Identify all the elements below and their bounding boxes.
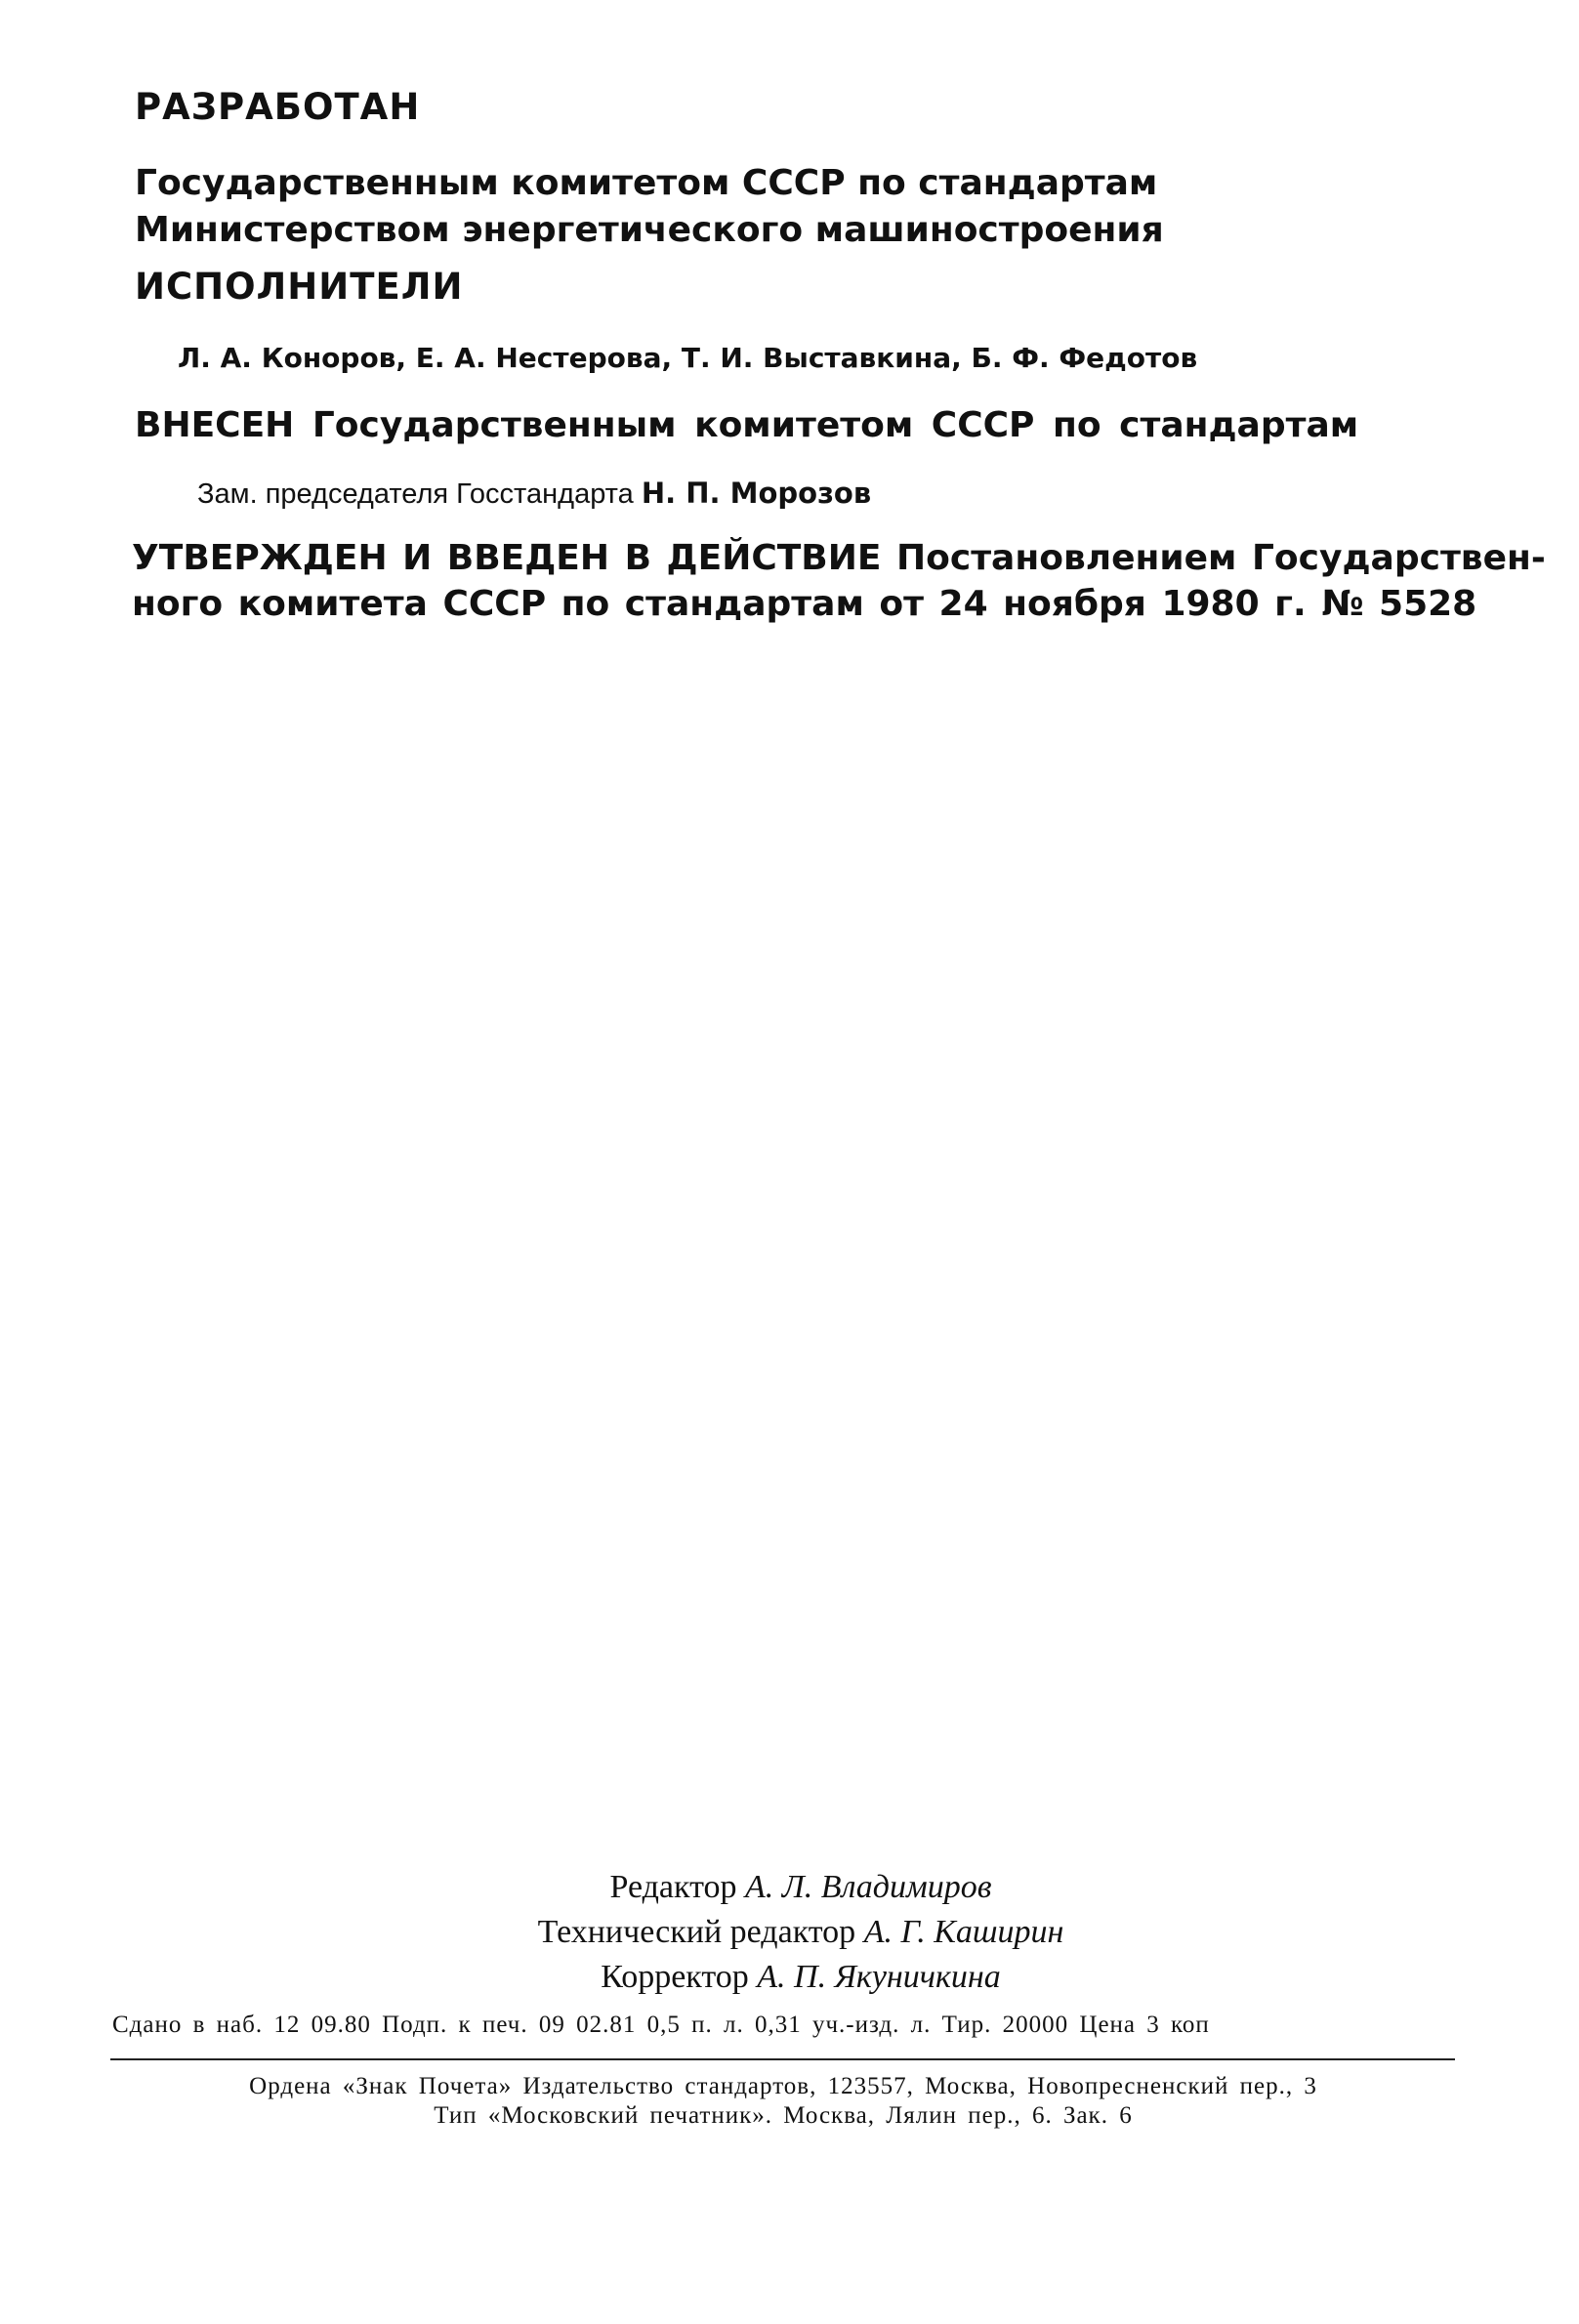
approval-statement [132, 535, 1546, 627]
print-details: Сдано в наб. 12 09.80 Подп. к печ. 09 02.81 0,5 п. л. 0,31 уч.-изд. л. Тир. 20000 Цена 3 коп [112, 2012, 1210, 2038]
deputy-name: Н. П. Морозов [641, 477, 872, 510]
publisher-line-1: Ордена «Знак Почета» Издательство стандартов, 123557, Москва, Новопресненский пер., 3 [249, 2073, 1317, 2099]
imprint-divider [110, 2058, 1455, 2060]
razrabotan-heading: РАЗРАБОТАН [135, 86, 421, 128]
vnesen-statement [135, 405, 1358, 445]
ispolniteli-heading: ИСПОЛНИТЕЛИ [135, 266, 464, 308]
developer-line-1: Государственным комитетом СССР по стандартам [135, 163, 1158, 203]
editor-name: А. Л. Владимиров [745, 1869, 992, 1905]
proofreader-name: А. П. Якуничкина [757, 1959, 1001, 1995]
deputy-label: Зам. председателя Госстандарта [197, 478, 634, 510]
authors-list: Л. А. Коноров, Е. А. Нестерова, Т. И. Выставкина, Б. Ф. Федотов [178, 342, 1198, 374]
proofreader-credit [459, 1955, 1143, 2000]
developer-line-2: Министерством энергетического машиностроения [135, 210, 1164, 250]
editorial-credits [459, 1865, 1143, 2000]
tech-editor-name: А. Г. Каширин [863, 1914, 1064, 1950]
vnesen-text: Государственным комитетом СССР по стандартам [312, 405, 1359, 445]
proofreader-role: Корректор [601, 1959, 749, 1995]
editor-role: Редактор [609, 1869, 737, 1905]
approval-line-2: ного комитета СССР по стандартам от 24 ноября 1980 г. № 5528 [132, 584, 1477, 624]
deputy-chairman [197, 477, 871, 511]
approval-line-1: УТВЕРЖДЕН И ВВЕДЕН В ДЕЙСТВИЕ Постановлением Государствен- [132, 538, 1546, 578]
developer-organizations [135, 160, 1164, 254]
publisher-imprint [109, 2072, 1457, 2131]
editor-credit [459, 1865, 1143, 1910]
tech-editor-credit [459, 1910, 1143, 1955]
vnesen-heading: ВНЕСЕН [135, 405, 295, 445]
tech-editor-role: Технический редактор [537, 1914, 856, 1950]
publisher-line-2: Тип «Московский печатник». Москва, Лялин пер., 6. Зак. 6 [434, 2102, 1133, 2129]
